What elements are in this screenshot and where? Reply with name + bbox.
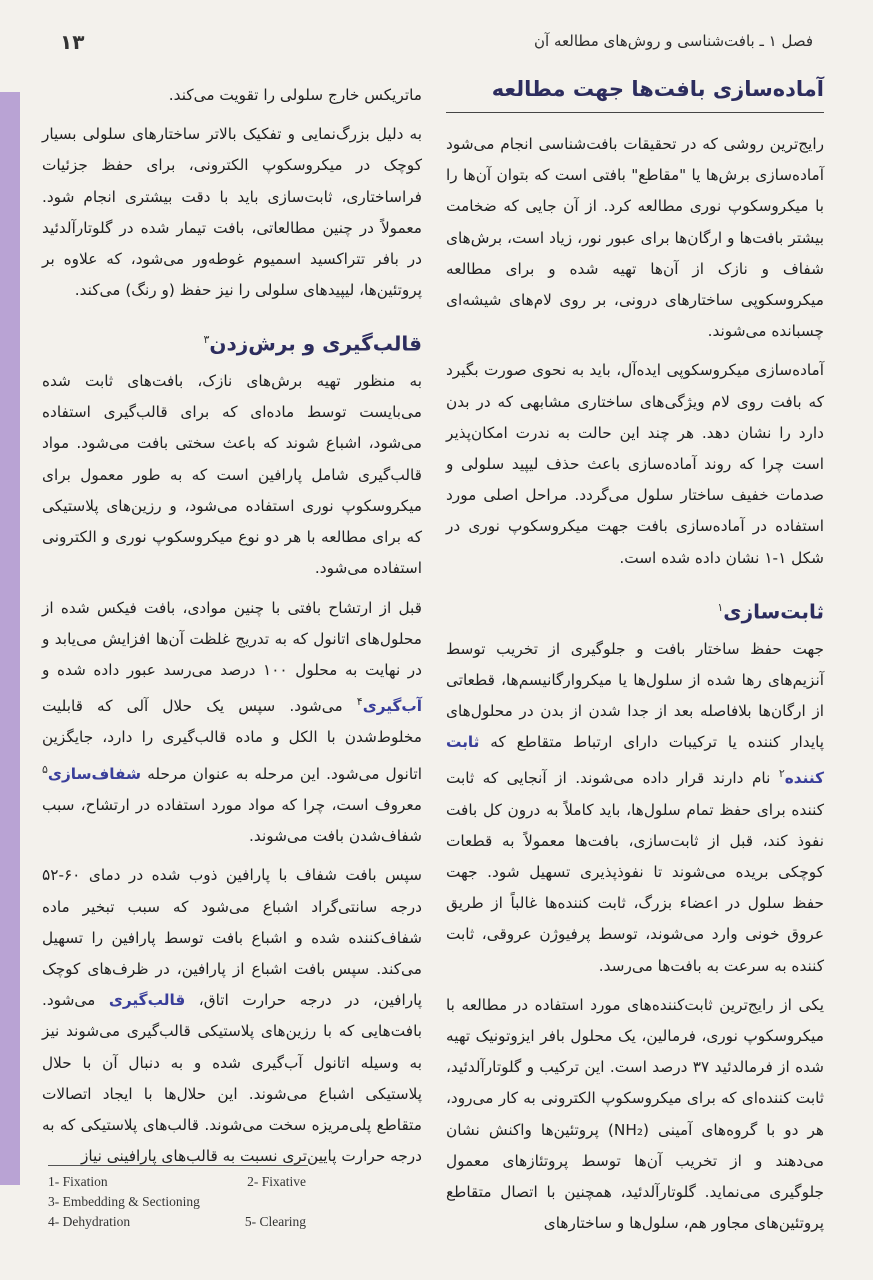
page-number: ۱۳ bbox=[60, 30, 85, 54]
paragraph-text: جهت حفظ ساختار بافت و جلوگیری از تخریب توسط آنزیم‌های رها شده از سلول‌ها یا میکروارگانیسم‌ها، قطعاتی از ارگان‌ها بلافاصله بعد از جدا شدن از بدن در محلول‌های پایدار کننده یا ترکیبات دارای ارتباط متقاطع که bbox=[446, 639, 824, 752]
right-column bbox=[446, 74, 824, 1247]
footnotes bbox=[48, 1165, 308, 1232]
subsection-heading bbox=[446, 592, 824, 628]
paragraph-text: قبل از ارتشاح بافتی با چنین موادی، بافت فیکس شده از محلول‌های اتانول که به تدریج غلظت آن‌ها افزایش می‌یابد و در نهایت به محلول ۱۰۰ درصد می‌رسد عبور داده شده و bbox=[42, 598, 422, 679]
paragraph: به دلیل بزرگ‌نمایی و تفکیک بالاتر ساختارهای سلولی بسیار کوچک در میکروسکوپ الکترونی، برای حفظ جزئیات فراساختاری، ثابت‌سازی باید با دقت بیشتری انجام شود. معمولاً در چنین مطالعاتی، بافت تیمار شده در گلوتارآلدئید در بافر تتراکسید اسمیوم غوطه‌ور می‌شود، که علاوه بر پروتئین‌ها، لیپیدهای سلولی را نیز حفظ (و رنگ) می‌کند. bbox=[42, 125, 422, 300]
footnote-ref: ۳ bbox=[203, 333, 210, 347]
footnote-row bbox=[48, 1172, 306, 1192]
footnote-row bbox=[48, 1212, 306, 1232]
footnote-4: 4- Dehydration bbox=[48, 1214, 131, 1229]
left-column bbox=[42, 80, 422, 1180]
footnote-3: 3- Embedding & Sectioning bbox=[48, 1194, 200, 1209]
key-term: قالب‌گیری bbox=[108, 991, 186, 1010]
paragraph-text: می‌شود. سپس یک حلال آلی که قابلیت مخلوط‌شدن با الکل و ماده قالب‌گیری را دارد، جایگزین اتانول می‌شود. این مرحله به عنوان مرحله bbox=[42, 697, 422, 783]
key-term: شفاف‌سازی bbox=[47, 764, 142, 783]
paragraph: یکی از رایج‌ترین ثابت‌کننده‌های مورد استفاده در مطالعه با میکروسکوپ نوری، فرمالین، یک محلول بافر ایزوتونیک تهیه شده از فرمالدئید ۳۷ درصد است. این ترکیب و گلوتارآلدئید، ثابت کننده‌ای که برای میکروسکوپ الکترونی به کار می‌رود، هر دو با گروه‌های آمینی (NH₂) پروتئین‌ها واکنش نشان می‌دهند و از تخریب آن‌ها توسط پروتئازهای معمول جلوگیری می‌نماید. گلوتارآلدئید، همچنین با اتصال متقاطع پروتئین‌های مجاور هم، سلول‌ها و ساختارهای bbox=[446, 995, 824, 1233]
footnote-ref: ۴ bbox=[356, 695, 363, 709]
chapter-title: فصل ۱ ـ بافت‌شناسی و روش‌های مطالعه آن bbox=[534, 32, 813, 50]
paragraph bbox=[42, 860, 422, 1172]
key-term: آب‌گیری bbox=[362, 697, 422, 716]
paragraph-text: می‌شود. بافت‌هایی که با رزین‌های پلاستیکی قالب‌گیری می‌شوند نیز به وسیله اتانول آب‌گیری شده و به دنبال آن با حلال پلاستیکی اشباع می‌شوند. این حلال‌ها با ایجاد اتصالات متقاطع پلی‌مریزه سخت می‌شوند. قالب‌های پلاستیکی که به درجه حرارت پایین‌تری نسبت به قالب‌های پارافینی نیاز bbox=[42, 991, 422, 1166]
paragraph-text: سپس بافت شفاف با پارافین ذوب شده در دمای ۶۰-۵۲ درجه سانتی‌گراد اشباع می‌شود که سبب تبخیر ماده شفاف‌کننده شده و اشباع بافت توسط پارافین را تسهیل می‌کند. سپس بافت اشباع از پارافین، در ظرف‌های کوچک پارافین، در درجه حرارت اتاق، bbox=[42, 866, 423, 1010]
footnote-ref: ۵ bbox=[42, 762, 48, 776]
paragraph: آماده‌سازی میکروسکوپی ایده‌آل، باید به نحوی صورت بگیرد که بافت روی لام ویژگی‌های ساختاری مشابهی که در بدن دارد را نشان دهد. هر چند این حالت به ندرت امکان‌پذیر است چرا که روند آماده‌سازی باعث حذف لیپید سلولی و صدمات خفیف ساختار سلول می‌گردد. مراحل اصلی مورد استفاده در آماده‌سازی بافت جهت میکروسکوپ نوری در شکل ۱-۱ نشان داده شده است. bbox=[446, 361, 824, 567]
footnote-2: 2- Fixative bbox=[247, 1174, 306, 1189]
key-term: ثابت کننده bbox=[446, 733, 824, 788]
page-header bbox=[60, 32, 813, 60]
subsection-heading-text: قالب‌گیری و برش‌زدن bbox=[209, 332, 422, 357]
footnote-1: 1- Fixation bbox=[48, 1174, 108, 1189]
paragraph-text: معروف است، چرا که مواد مورد استفاده در ارتشاح، سبب شفاف‌شدن بافت می‌شوند. bbox=[42, 795, 422, 846]
paragraph: به منظور تهیه برش‌های نازک، بافت‌های ثابت شده می‌بایست توسط ماده‌ای که برای قالب‌گیری استفاده می‌شود، اشباع شوند که باعث سختی بافت می‌شود. مواد قالب‌گیری شامل پارافین است که به طور معمول برای میکروسکوپ نوری استفاده می‌شود، و رزین‌های پلاستیکی که برای مطالعه با هر دو نوع میکروسکوپ نوری و الکترونی استفاده می‌شود. bbox=[42, 372, 422, 578]
paragraph: ماتریکس خارج سلولی را تقویت می‌کند. bbox=[168, 86, 422, 104]
paragraph: رایج‌ترین روشی که در تحقیقات بافت‌شناسی انجام می‌شود آماده‌سازی برش‌ها یا "مقاطع" بافتی است که بتوان آن‌ها را با میکروسکوپ نوری مطالعه کرد. از آن جایی که ضخامت بیشتر بافت‌ها و ارگان‌ها برای عبور نور، زیاد است، برش‌های شفاف و نازک از آن‌ها تهیه شده و برای مطالعه میکروسکوپی ساختارهای درونی، بر روی لام‌های شیشه‌ای چسبانده می‌شوند. bbox=[446, 135, 824, 341]
paragraph bbox=[42, 593, 422, 853]
section-heading: آماده‌سازی بافت‌ها جهت مطالعه bbox=[446, 74, 824, 113]
paragraph-text: نام دارند قرار داده می‌شوند. از آنجایی که ثابت کننده برای حفظ تمام سلول‌ها، باید کاملاً به درون کل بافت نفوذ کند، قبل از ثابت‌سازی، بافت‌ها معمولاً به قطعات کوچکی بریده می‌شوند تا نفوذپذیری تسهیل شود. جهت حفظ سلول در اعضاء بزرگ، ثابت کننده‌ها غالباً از طریق عروق خونی وارد می‌شوند، توسط پرفیوژن عروقی، ثابت کننده به سرعت به بافت‌ها می‌رسد. bbox=[446, 769, 824, 975]
subsection-heading bbox=[42, 324, 422, 360]
paragraph bbox=[446, 634, 824, 982]
footnote-row bbox=[48, 1192, 306, 1212]
footnote-ref: ۲ bbox=[778, 767, 785, 781]
chapter-side-tab bbox=[0, 92, 20, 1185]
subsection-heading-text: ثابت‌سازی bbox=[723, 599, 824, 624]
footnote-5: 5- Clearing bbox=[244, 1214, 306, 1229]
footnote-ref: ۱ bbox=[717, 600, 724, 614]
